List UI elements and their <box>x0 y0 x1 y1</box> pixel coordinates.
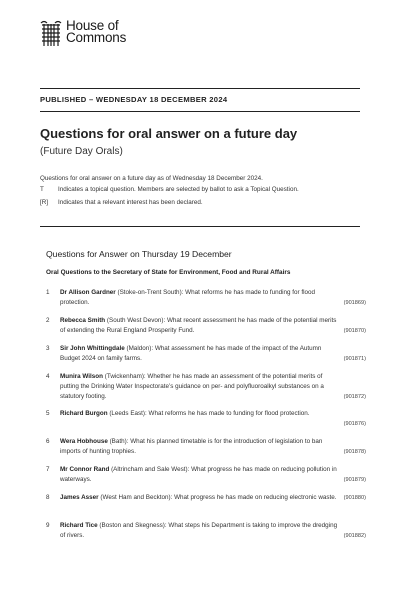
question-number: 8 <box>46 494 50 501</box>
question-reference: (901882) <box>343 533 366 539</box>
logo-wordmark <box>66 20 126 44</box>
question-number: 9 <box>46 522 50 529</box>
question-body <box>60 316 338 336</box>
question-item <box>46 437 366 457</box>
question-body <box>60 521 338 541</box>
question-item <box>46 409 366 427</box>
member-name: Richard Burgon <box>60 410 108 417</box>
question-reference: (901878) <box>343 449 366 455</box>
question-item <box>46 344 366 364</box>
legend-key: [R] <box>40 199 49 206</box>
question-reference: (901871) <box>343 356 366 362</box>
question-text: (Stoke-on-Trent South): What reforms he has made to funding for flood protection. <box>60 289 316 306</box>
top-rule <box>40 88 360 89</box>
question-text: (Boston and Skegness): What steps his Department is taking to improve the dredging of rivers. <box>60 522 338 539</box>
question-number: 6 <box>46 438 50 445</box>
published-rule <box>40 111 360 112</box>
question-body <box>60 372 338 402</box>
legend-topical <box>40 186 299 193</box>
page-title: Questions for oral answer on a future day <box>40 126 298 141</box>
question-reference: (901876) <box>343 421 366 427</box>
question-item <box>46 493 366 503</box>
question-reference: (901872) <box>343 394 366 400</box>
member-name: Munira Wilson <box>60 373 103 380</box>
question-body <box>60 344 338 364</box>
question-number: 2 <box>46 317 50 324</box>
question-reference: (901879) <box>343 477 366 483</box>
member-name: Sir John Whittingdale <box>60 345 125 352</box>
legend-text: Indicates that a relevant interest has been declared. <box>58 199 203 206</box>
member-name: Rebecca Smith <box>60 317 106 324</box>
section-rule <box>40 226 360 227</box>
question-text: (Leeds East): What reforms he has made to funding for flood protection. <box>107 410 310 417</box>
section-title: Questions for Answer on Thursday 19 December <box>46 249 232 259</box>
question-item <box>46 372 366 402</box>
member-name: James Asser <box>60 494 99 501</box>
question-reference: (901870) <box>343 328 366 334</box>
question-text: (Bath): What his planned timetable is for the introduction of legislation to ban imports of hunting trophies. <box>60 438 323 455</box>
intro-text: Questions for oral answer on a future day as of Wednesday 18 December 2024. <box>40 175 263 182</box>
member-name: Wera Hobhouse <box>60 438 108 445</box>
question-body <box>60 493 338 503</box>
question-item <box>46 521 366 541</box>
question-text: (South West Devon): What recent assessment he has made of the potential merits of extending the Rural England Prosperity Fund. <box>60 317 337 334</box>
question-item <box>46 288 366 308</box>
department-heading: Oral Questions to the Secretary of State for Environment, Food and Rural Affairs <box>46 269 291 276</box>
question-number: 3 <box>46 345 50 352</box>
question-number: 4 <box>46 373 50 380</box>
question-text: (Twickenham): Whether he has made an assessment of the potential merits of putting the Drinking Water Inspectorate’s guidance on per- and polyfluoroalkyl substances on a statutory footing. <box>60 373 324 400</box>
question-number: 5 <box>46 410 50 417</box>
portcullis-icon <box>40 20 62 48</box>
question-item <box>46 316 366 336</box>
question-body <box>60 437 338 457</box>
question-body <box>60 288 338 308</box>
published-date: PUBLISHED – WEDNESDAY 18 DECEMBER 2024 <box>40 95 228 104</box>
house-of-commons-logo <box>40 20 126 48</box>
question-body <box>60 409 338 419</box>
question-text: (West Ham and Beckton): What progress he has made on reducing electronic waste. <box>98 494 337 501</box>
question-number: 1 <box>46 289 50 296</box>
question-reference: (901869) <box>343 300 366 306</box>
member-name: Dr Allison Gardner <box>60 289 116 296</box>
legend-text: Indicates a topical question. Members are selected by ballot to ask a Topical Question. <box>58 186 299 193</box>
logo-line1: House of <box>66 18 119 33</box>
question-item <box>46 465 366 485</box>
question-body <box>60 465 338 485</box>
question-reference: (901880) <box>343 495 366 501</box>
page-subtitle: (Future Day Orals) <box>40 146 123 157</box>
question-text: (Maldon): What assessment he has made of the impact of the Autumn Budget 2024 on family farms. <box>60 345 322 362</box>
member-name: Mr Connor Rand <box>60 466 110 473</box>
logo-line2: Commons <box>66 30 127 45</box>
question-text: (Altrincham and Sale West): What progress he has made on reducing pollution in waterways. <box>60 466 337 483</box>
question-number: 7 <box>46 466 50 473</box>
legend-key: T <box>40 186 44 193</box>
member-name: Richard Tice <box>60 522 98 529</box>
legend-interest <box>40 199 203 206</box>
